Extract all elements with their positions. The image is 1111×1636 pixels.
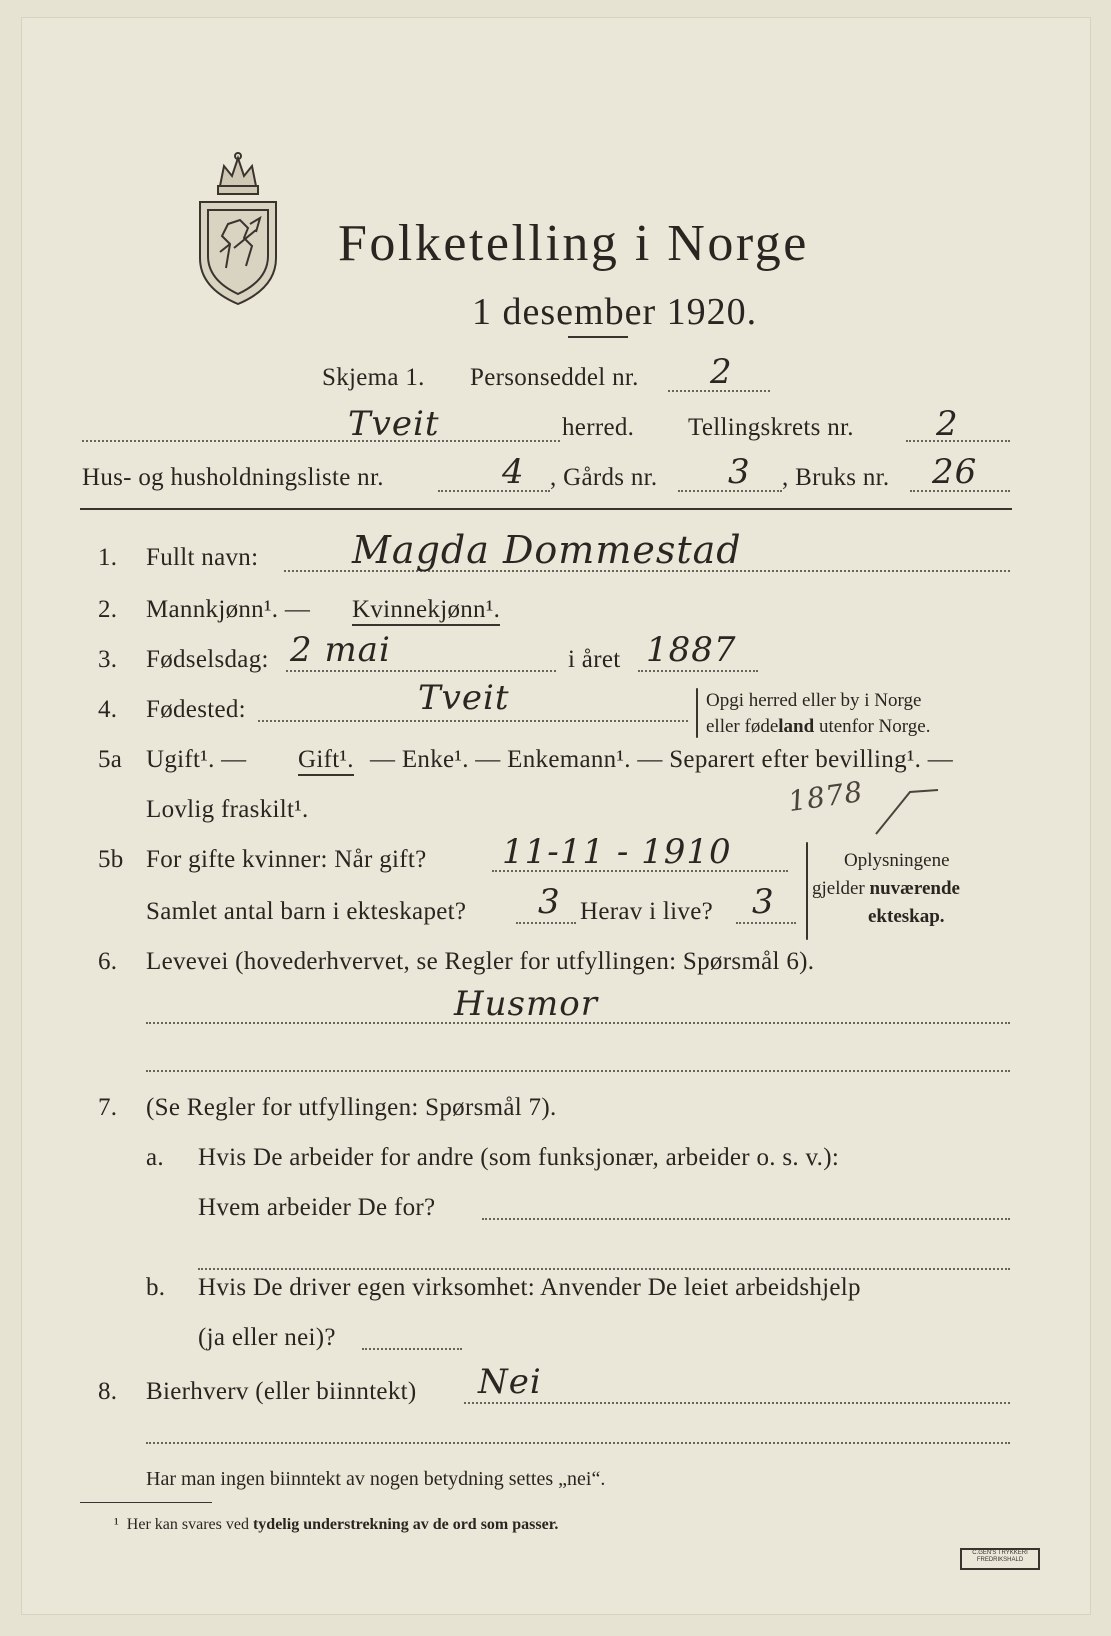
form-date: 1 desember 1920. <box>472 291 758 333</box>
q3-year-value: 1887 <box>646 630 737 670</box>
q8-line2 <box>146 1442 1010 1444</box>
q4-label: Fødested: <box>146 696 246 723</box>
q3-label: Fødselsdag: <box>146 646 269 673</box>
herred-line <box>82 440 560 442</box>
footnote-divider <box>80 1502 212 1503</box>
q3-line <box>286 670 556 672</box>
q5a-ugift-option: Ugift¹. — <box>146 746 247 773</box>
q5b-alive-line <box>736 922 796 924</box>
q2-female-option: Kvinnekjønn¹. <box>352 596 500 626</box>
q5b-value: 11-11 - 1910 <box>502 832 732 872</box>
section-divider <box>80 508 1012 510</box>
husliste-label: Hus- og husholdningsliste nr. <box>82 464 384 491</box>
q6-label: Levevei (hovederhvervet, se Regler for utfyllingen: Spørsmål 6). <box>146 948 815 975</box>
personseddel-label: Personseddel nr. <box>470 364 639 391</box>
gards-value: 3 <box>728 452 751 492</box>
q7a-number: a. <box>146 1144 164 1171</box>
q8-label: Bierhverv (eller biinntekt) <box>146 1378 417 1405</box>
q5b-label: For gifte kvinner: Når gift? <box>146 846 427 873</box>
q5a-other-options: — Enke¹. — Enkemann¹. — Separert efter bevilling¹. — <box>370 746 954 773</box>
q3-year-label: i året <box>568 646 621 673</box>
q3-value: 2 mai <box>290 630 391 670</box>
q5a-annotation: 1878 <box>786 774 866 819</box>
herred-label: herred. <box>562 414 635 441</box>
q4-note-line2: eller fødeland utenfor Norge. <box>706 716 931 737</box>
q4-brace <box>696 688 698 738</box>
q6-line2 <box>146 1070 1010 1072</box>
tellingskrets-value: 2 <box>936 404 959 444</box>
q7b-line <box>362 1348 462 1350</box>
q7a-label: Hvis De arbeider for andre (som funksjonær, arbeider o. s. v.): <box>198 1144 840 1171</box>
tellingskrets-label: Tellingskrets nr. <box>688 414 854 441</box>
q6-number: 6. <box>98 948 118 975</box>
q1-label: Fullt navn: <box>146 544 259 571</box>
q5a-number: 5a <box>98 746 123 773</box>
norwegian-coat-of-arms-icon <box>190 148 286 308</box>
q1-number: 1. <box>98 544 118 571</box>
q5a-annotation-stroke <box>872 788 942 838</box>
q5b-brace <box>806 842 808 940</box>
q4-value: Tveit <box>418 678 510 718</box>
q4-note-line1: Opgi herred eller by i Norge <box>706 690 922 711</box>
q5b-alive-value: 3 <box>752 882 775 922</box>
q8-value: Nei <box>478 1362 542 1402</box>
title-divider <box>568 336 628 338</box>
q7-label: (Se Regler for utfyllingen: Spørsmål 7). <box>146 1094 557 1121</box>
q6-line1 <box>146 1022 1010 1024</box>
footnote: ¹ Her kan svares ved tydelig understrekning av de ord som passer. <box>114 1516 559 1533</box>
q2-number: 2. <box>98 596 118 623</box>
q5b-note-line2: gjelder nuværende <box>812 878 960 899</box>
q5b-note-line3: ekteskap. <box>868 906 945 927</box>
q3-year-line <box>638 670 758 672</box>
q1-value: Magda Dommestad <box>352 528 742 572</box>
q5b-note-line1: Oplysningene <box>844 850 950 871</box>
q5b-alive-label: Herav i live? <box>580 898 714 925</box>
bruks-label: , Bruks nr. <box>782 464 890 491</box>
husliste-value: 4 <box>502 452 525 492</box>
q5a-gift-option: Gift¹. <box>298 746 354 776</box>
q7b-number: b. <box>146 1274 166 1301</box>
q3-number: 3. <box>98 646 118 673</box>
bruks-value: 26 <box>932 452 978 492</box>
q5a-line2: Lovlig fraskilt¹. <box>146 796 309 823</box>
q5b-children-value: 3 <box>538 882 561 922</box>
form-title: Folketelling i Norge <box>338 215 809 272</box>
q5b-children-line <box>516 922 576 924</box>
q5b-number: 5b <box>98 846 124 873</box>
q7a-line1 <box>482 1218 1010 1220</box>
personseddel-value: 2 <box>710 352 733 392</box>
printer-stamp: C.GEN'S TRYKKERI FREDRIKSHALD <box>960 1548 1040 1570</box>
q8-line1 <box>464 1402 1010 1404</box>
herred-value: Tveit <box>348 404 440 444</box>
biinntekt-note: Har man ingen biinntekt av nogen betydning settes „nei“. <box>146 1468 606 1490</box>
q5b-children-label: Samlet antal barn i ekteskapet? <box>146 898 467 925</box>
gards-label: , Gårds nr. <box>550 464 658 491</box>
q7b-sub-label: (ja eller nei)? <box>198 1324 336 1351</box>
schema-label: Skjema 1. <box>322 364 425 391</box>
census-form-page <box>22 18 1090 1614</box>
q7-number: 7. <box>98 1094 118 1121</box>
q4-line <box>258 720 688 722</box>
q6-value: Husmor <box>454 984 598 1024</box>
q7a-line2 <box>198 1268 1010 1270</box>
q2-male-option: Mannkjønn¹. — <box>146 596 311 623</box>
q7a-sub-label: Hvem arbeider De for? <box>198 1194 436 1221</box>
q7b-label: Hvis De driver egen virksomhet: Anvender De leiet arbeidshjelp <box>198 1274 861 1301</box>
husliste-line <box>438 490 550 492</box>
q4-number: 4. <box>98 696 118 723</box>
q8-number: 8. <box>98 1378 118 1405</box>
